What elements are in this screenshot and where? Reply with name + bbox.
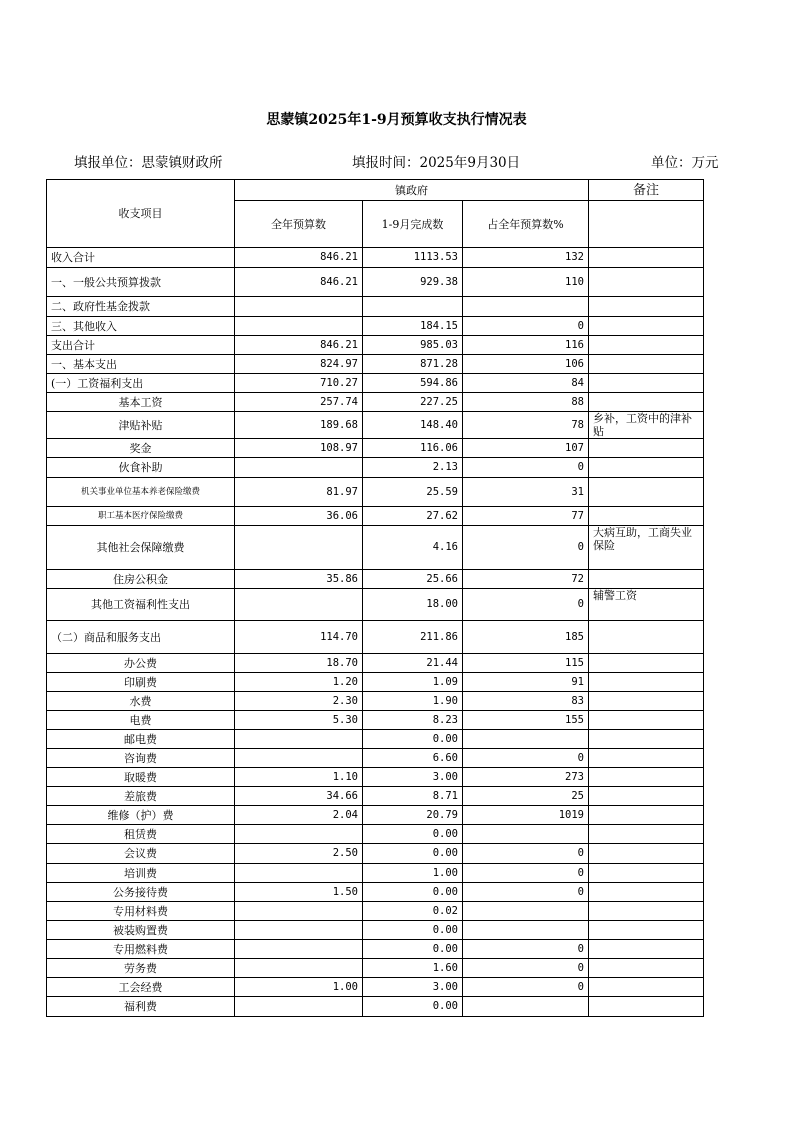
row-actual: 148.40 bbox=[363, 412, 463, 439]
row-pct: 0 bbox=[463, 749, 589, 768]
row-pct: 77 bbox=[463, 507, 589, 526]
row-label: 津贴补贴 bbox=[47, 412, 235, 439]
row-label: 奖金 bbox=[47, 439, 235, 458]
row-budget bbox=[235, 959, 363, 978]
row-budget: 114.70 bbox=[235, 621, 363, 654]
row-actual: 184.15 bbox=[363, 317, 463, 336]
row-label: 会议费 bbox=[47, 844, 235, 864]
row-note bbox=[589, 297, 704, 317]
header-note-blank bbox=[589, 201, 704, 248]
budget-table bbox=[46, 179, 704, 1017]
row-label: 支出合计 bbox=[47, 336, 235, 355]
row-actual: 0.00 bbox=[363, 825, 463, 844]
table-row bbox=[47, 355, 704, 374]
row-pct: 84 bbox=[463, 374, 589, 393]
table-row bbox=[47, 621, 704, 654]
row-pct: 0 bbox=[463, 317, 589, 336]
row-pct bbox=[463, 902, 589, 921]
row-note bbox=[589, 268, 704, 297]
row-label: （二）商品和服务支出 bbox=[47, 621, 235, 654]
table-row bbox=[47, 458, 704, 478]
row-actual: 1113.53 bbox=[363, 248, 463, 268]
row-actual: 594.86 bbox=[363, 374, 463, 393]
row-pct: 1019 bbox=[463, 806, 589, 825]
table-row bbox=[47, 268, 704, 297]
row-pct: 25 bbox=[463, 787, 589, 806]
row-note bbox=[589, 825, 704, 844]
row-note bbox=[589, 749, 704, 768]
row-pct: 31 bbox=[463, 478, 589, 507]
table-row bbox=[47, 297, 704, 317]
header-budget: 全年预算数 bbox=[235, 201, 363, 248]
row-note bbox=[589, 844, 704, 864]
table-row bbox=[47, 959, 704, 978]
row-pct bbox=[463, 997, 589, 1017]
row-note bbox=[589, 336, 704, 355]
row-pct bbox=[463, 297, 589, 317]
header-actual: 1-9月完成数 bbox=[363, 201, 463, 248]
row-actual: 8.71 bbox=[363, 787, 463, 806]
row-budget bbox=[235, 458, 363, 478]
table-row bbox=[47, 654, 704, 673]
table-row bbox=[47, 393, 704, 412]
row-pct: 0 bbox=[463, 458, 589, 478]
table-row bbox=[47, 806, 704, 825]
row-note bbox=[589, 864, 704, 883]
row-note bbox=[589, 806, 704, 825]
row-budget: 846.21 bbox=[235, 336, 363, 355]
row-label: 专用燃料费 bbox=[47, 940, 235, 959]
row-pct bbox=[463, 921, 589, 940]
row-note bbox=[589, 248, 704, 268]
row-budget: 824.97 bbox=[235, 355, 363, 374]
table-row bbox=[47, 787, 704, 806]
row-note bbox=[589, 317, 704, 336]
table-row bbox=[47, 692, 704, 711]
table-row bbox=[47, 940, 704, 959]
row-note bbox=[589, 883, 704, 902]
row-note bbox=[589, 507, 704, 526]
header-item: 收支项目 bbox=[47, 180, 235, 248]
table-row bbox=[47, 997, 704, 1017]
row-budget bbox=[235, 825, 363, 844]
row-note bbox=[589, 355, 704, 374]
row-label: 劳务费 bbox=[47, 959, 235, 978]
row-actual: 1.09 bbox=[363, 673, 463, 692]
row-pct: 0 bbox=[463, 940, 589, 959]
row-pct: 185 bbox=[463, 621, 589, 654]
row-note bbox=[589, 621, 704, 654]
row-budget: 1.20 bbox=[235, 673, 363, 692]
row-actual: 0.00 bbox=[363, 730, 463, 749]
row-actual: 18.00 bbox=[363, 589, 463, 621]
row-budget: 1.50 bbox=[235, 883, 363, 902]
row-budget: 846.21 bbox=[235, 248, 363, 268]
row-label: 电费 bbox=[47, 711, 235, 730]
row-note bbox=[589, 478, 704, 507]
row-actual: 0.00 bbox=[363, 921, 463, 940]
header-pct: 占全年预算数% bbox=[463, 201, 589, 248]
row-actual: 21.44 bbox=[363, 654, 463, 673]
row-budget: 2.04 bbox=[235, 806, 363, 825]
row-note bbox=[589, 940, 704, 959]
table-row bbox=[47, 317, 704, 336]
table-row bbox=[47, 921, 704, 940]
row-pct: 0 bbox=[463, 864, 589, 883]
row-actual: 1.60 bbox=[363, 959, 463, 978]
row-label: 收入合计 bbox=[47, 248, 235, 268]
row-pct: 88 bbox=[463, 393, 589, 412]
table-row bbox=[47, 374, 704, 393]
row-pct: 110 bbox=[463, 268, 589, 297]
row-budget: 189.68 bbox=[235, 412, 363, 439]
row-note bbox=[589, 978, 704, 997]
row-label: 住房公积金 bbox=[47, 570, 235, 589]
row-pct: 273 bbox=[463, 768, 589, 787]
row-pct: 107 bbox=[463, 439, 589, 458]
row-actual: 3.00 bbox=[363, 768, 463, 787]
row-budget: 2.30 bbox=[235, 692, 363, 711]
row-actual: 0.02 bbox=[363, 902, 463, 921]
row-budget: 5.30 bbox=[235, 711, 363, 730]
row-label: 被装购置费 bbox=[47, 921, 235, 940]
table-row bbox=[47, 336, 704, 355]
row-pct: 0 bbox=[463, 959, 589, 978]
table-row bbox=[47, 883, 704, 902]
row-label: 一、基本支出 bbox=[47, 355, 235, 374]
row-actual: 0.00 bbox=[363, 940, 463, 959]
reporting-unit: 填报单位：思蒙镇财政所 bbox=[74, 155, 223, 171]
row-budget bbox=[235, 297, 363, 317]
row-label: 专用材料费 bbox=[47, 902, 235, 921]
row-budget bbox=[235, 317, 363, 336]
row-pct: 155 bbox=[463, 711, 589, 730]
table-row bbox=[47, 711, 704, 730]
table-row bbox=[47, 589, 704, 621]
row-note bbox=[589, 902, 704, 921]
currency-unit: 单位：万元 bbox=[651, 155, 719, 171]
row-budget: 36.06 bbox=[235, 507, 363, 526]
row-label: 机关事业单位基本养老保险缴费 bbox=[47, 478, 235, 507]
row-note bbox=[589, 570, 704, 589]
row-budget: 846.21 bbox=[235, 268, 363, 297]
row-budget bbox=[235, 997, 363, 1017]
row-label: 基本工资 bbox=[47, 393, 235, 412]
row-note bbox=[589, 768, 704, 787]
row-label: 福利费 bbox=[47, 997, 235, 1017]
row-note bbox=[589, 673, 704, 692]
row-note bbox=[589, 787, 704, 806]
row-label: (一）工资福利支出 bbox=[47, 374, 235, 393]
row-actual: 0.00 bbox=[363, 844, 463, 864]
row-label: 租赁费 bbox=[47, 825, 235, 844]
row-budget: 108.97 bbox=[235, 439, 363, 458]
row-actual: 27.62 bbox=[363, 507, 463, 526]
row-budget: 257.74 bbox=[235, 393, 363, 412]
row-pct: 0 bbox=[463, 844, 589, 864]
row-note bbox=[589, 393, 704, 412]
row-actual: 6.60 bbox=[363, 749, 463, 768]
table-row bbox=[47, 478, 704, 507]
row-actual: 3.00 bbox=[363, 978, 463, 997]
row-actual: 2.13 bbox=[363, 458, 463, 478]
row-actual: 227.25 bbox=[363, 393, 463, 412]
table-row bbox=[47, 673, 704, 692]
page-title: 思蒙镇2025年1-9月预算收支执行情况表 bbox=[266, 112, 527, 128]
reporting-time: 填报时间：2025年9月30日 bbox=[352, 155, 521, 171]
row-note bbox=[589, 458, 704, 478]
header-note: 备注 bbox=[589, 180, 704, 201]
row-label: 差旅费 bbox=[47, 787, 235, 806]
row-actual: 211.86 bbox=[363, 621, 463, 654]
row-pct: 106 bbox=[463, 355, 589, 374]
row-note bbox=[589, 439, 704, 458]
row-pct: 0 bbox=[463, 978, 589, 997]
row-pct: 78 bbox=[463, 412, 589, 439]
header-group: 镇政府 bbox=[235, 180, 589, 201]
row-budget: 1.10 bbox=[235, 768, 363, 787]
table-row bbox=[47, 844, 704, 864]
row-label: 水费 bbox=[47, 692, 235, 711]
row-label: 工会经费 bbox=[47, 978, 235, 997]
row-pct bbox=[463, 825, 589, 844]
row-note: 大病互助，工商失业保险 bbox=[589, 526, 704, 570]
row-pct: 72 bbox=[463, 570, 589, 589]
row-pct: 83 bbox=[463, 692, 589, 711]
row-label: 印刷费 bbox=[47, 673, 235, 692]
row-budget: 1.00 bbox=[235, 978, 363, 997]
row-note bbox=[589, 711, 704, 730]
row-actual: 871.28 bbox=[363, 355, 463, 374]
row-label: 取暖费 bbox=[47, 768, 235, 787]
row-budget bbox=[235, 864, 363, 883]
row-actual: 1.00 bbox=[363, 864, 463, 883]
row-label: 伙食补助 bbox=[47, 458, 235, 478]
row-note bbox=[589, 959, 704, 978]
row-label: 咨询费 bbox=[47, 749, 235, 768]
table-row bbox=[47, 902, 704, 921]
table-row bbox=[47, 248, 704, 268]
row-label: 其他工资福利性支出 bbox=[47, 589, 235, 621]
row-label: 职工基本医疗保险缴费 bbox=[47, 507, 235, 526]
row-budget bbox=[235, 749, 363, 768]
table-row bbox=[47, 412, 704, 439]
row-budget bbox=[235, 730, 363, 749]
row-note: 辅警工资 bbox=[589, 589, 704, 621]
row-pct bbox=[463, 730, 589, 749]
row-note: 乡补，工资中的津补贴 bbox=[589, 412, 704, 439]
row-pct: 116 bbox=[463, 336, 589, 355]
row-budget: 81.97 bbox=[235, 478, 363, 507]
row-budget: 2.50 bbox=[235, 844, 363, 864]
table-row bbox=[47, 526, 704, 570]
row-label: 二、政府性基金拨款 bbox=[47, 297, 235, 317]
table-row bbox=[47, 749, 704, 768]
row-pct: 91 bbox=[463, 673, 589, 692]
row-budget: 710.27 bbox=[235, 374, 363, 393]
row-note bbox=[589, 654, 704, 673]
row-label: 其他社会保障缴费 bbox=[47, 526, 235, 570]
row-pct: 0 bbox=[463, 589, 589, 621]
row-budget: 18.70 bbox=[235, 654, 363, 673]
row-label: 办公费 bbox=[47, 654, 235, 673]
row-note bbox=[589, 692, 704, 711]
row-actual: 25.66 bbox=[363, 570, 463, 589]
row-label: 公务接待费 bbox=[47, 883, 235, 902]
row-actual bbox=[363, 297, 463, 317]
row-label: 邮电费 bbox=[47, 730, 235, 749]
row-actual: 8.23 bbox=[363, 711, 463, 730]
row-note bbox=[589, 997, 704, 1017]
row-label: 培训费 bbox=[47, 864, 235, 883]
row-budget: 35.86 bbox=[235, 570, 363, 589]
row-note bbox=[589, 921, 704, 940]
table-row bbox=[47, 768, 704, 787]
row-budget bbox=[235, 921, 363, 940]
row-actual: 985.03 bbox=[363, 336, 463, 355]
row-actual: 116.06 bbox=[363, 439, 463, 458]
row-pct: 132 bbox=[463, 248, 589, 268]
table-row bbox=[47, 439, 704, 458]
row-label: 一、一般公共预算拨款 bbox=[47, 268, 235, 297]
table-row bbox=[47, 978, 704, 997]
row-actual: 0.00 bbox=[363, 997, 463, 1017]
table-row bbox=[47, 570, 704, 589]
row-budget bbox=[235, 589, 363, 621]
row-budget: 34.66 bbox=[235, 787, 363, 806]
row-note bbox=[589, 374, 704, 393]
row-pct: 0 bbox=[463, 526, 589, 570]
table-row bbox=[47, 864, 704, 883]
table-row bbox=[47, 507, 704, 526]
row-budget bbox=[235, 940, 363, 959]
row-label: 维修（护）费 bbox=[47, 806, 235, 825]
row-note bbox=[589, 730, 704, 749]
table-row bbox=[47, 825, 704, 844]
row-budget bbox=[235, 526, 363, 570]
row-actual: 929.38 bbox=[363, 268, 463, 297]
row-actual: 1.90 bbox=[363, 692, 463, 711]
row-pct: 0 bbox=[463, 883, 589, 902]
row-actual: 25.59 bbox=[363, 478, 463, 507]
row-pct: 115 bbox=[463, 654, 589, 673]
row-actual: 4.16 bbox=[363, 526, 463, 570]
row-label: 三、其他收入 bbox=[47, 317, 235, 336]
row-actual: 0.00 bbox=[363, 883, 463, 902]
row-budget bbox=[235, 902, 363, 921]
table-row bbox=[47, 730, 704, 749]
table-body bbox=[47, 248, 704, 1017]
row-actual: 20.79 bbox=[363, 806, 463, 825]
